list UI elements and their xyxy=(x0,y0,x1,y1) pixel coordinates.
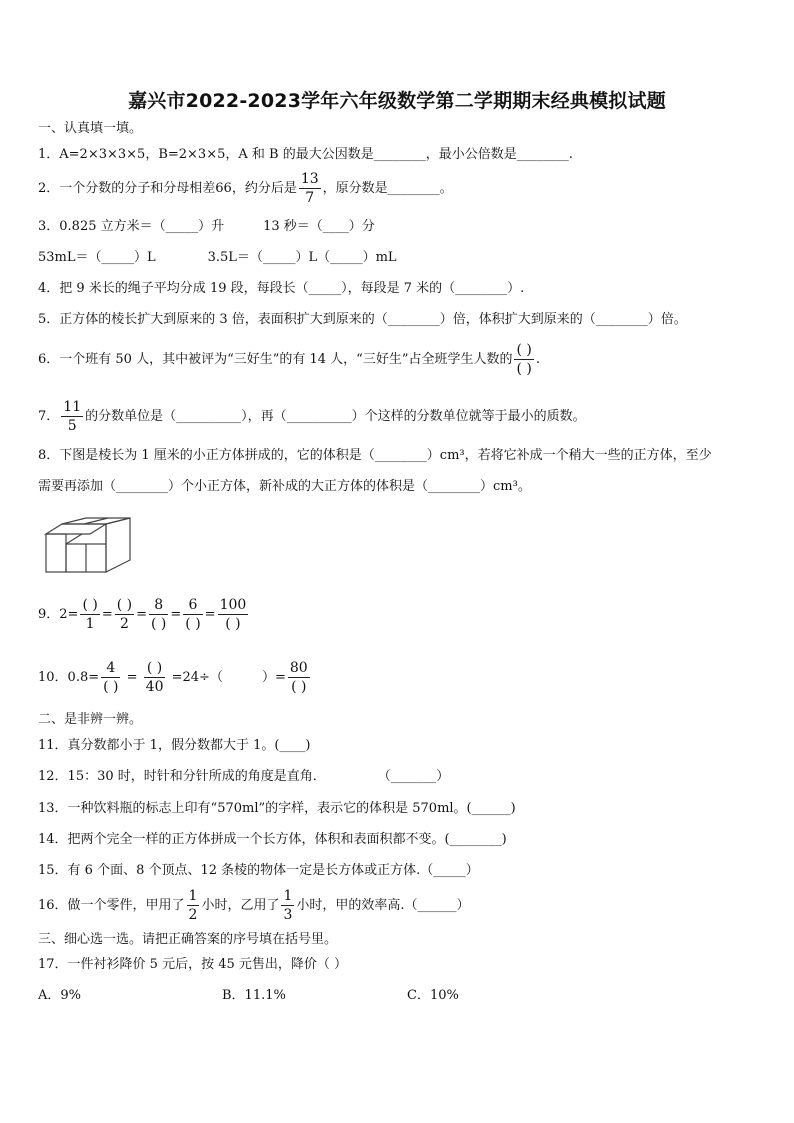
question-2-tail: ，原分数是________。 xyxy=(322,181,453,196)
equals-sign: = xyxy=(204,607,216,622)
denominator: 1 xyxy=(85,616,95,632)
denominator: 2 xyxy=(188,907,198,923)
question-3-line-2: 53mL＝（_____）L 3.5L＝（_____）L（_____）mL xyxy=(38,250,397,265)
numerator: 100 xyxy=(219,597,247,613)
option-a: A．9% xyxy=(38,988,82,1003)
question-17-options xyxy=(38,987,738,1005)
question-7-number: 7． xyxy=(38,409,60,424)
numerator: 4 xyxy=(101,661,120,678)
question-11: 11．真分数都小于 1，假分数都大于 1。(____) xyxy=(38,738,311,753)
section-heading-3: 三、细心选一选。请把正确答案的序号填在括号里。 xyxy=(38,932,338,947)
denominator: ( ) xyxy=(185,616,201,632)
section-heading-1: 一、认真填一填。 xyxy=(38,121,143,136)
fraction xyxy=(61,400,83,433)
question-17: 17．一件衬衫降价 5 元后，按 45 元售出，降价（ ） xyxy=(38,957,348,972)
fraction xyxy=(281,889,294,922)
equals-sign: = xyxy=(101,607,113,622)
question-6-tail: . xyxy=(535,352,540,367)
denominator: 5 xyxy=(67,418,77,434)
question-7-text: 的分数单位是（__________），再（__________）个这样的分数单位就等于最小的质数。 xyxy=(85,409,586,424)
question-2 xyxy=(38,172,453,205)
fraction xyxy=(218,598,249,631)
numerator: 1 xyxy=(283,888,293,904)
cube-figure xyxy=(44,514,134,578)
denominator: ( ) xyxy=(151,616,167,632)
question-8-line-2: 需要再添加（________）个小正方体，新补成的大正方体的体积是（________）cm³。 xyxy=(38,479,531,494)
question-12: 12．15：30 时，时针和分针所成的角度是直角． （_______） xyxy=(38,769,450,784)
fraction xyxy=(101,661,120,694)
question-3-line-1: 3．0.825 立方米＝（_____）升 13 秒＝（____）分 xyxy=(38,219,375,234)
numerator: 11 xyxy=(63,399,82,415)
question-1: 1．A=2×3×3×5，B=2×3×5，A 和 B 的最大公因数是________，最小公倍数是________. xyxy=(38,147,573,162)
equals-sign: = xyxy=(170,607,182,622)
fraction xyxy=(80,598,99,631)
question-9-text: 9．2= xyxy=(38,607,79,622)
question-14: 14．把两个完全一样的正方体拼成一个长方体，体积和表面积都不变。(________) xyxy=(38,832,507,847)
fraction xyxy=(183,598,202,631)
denominator: 3 xyxy=(283,907,293,923)
question-5: 5．正方体的棱长扩大到原来的 3 倍，表面积扩大到原来的（________）倍，体积扩大到原来的（________）倍。 xyxy=(38,312,687,327)
question-10-middle: =24÷（ ）= xyxy=(167,670,286,685)
question-8-line-1: 8．下图是棱长为 1 厘米的小正方体拼成的，它的体积是（________）cm³，若将它补成一个稍大一些的正方体，至少 xyxy=(38,448,712,463)
numerator: 8 xyxy=(149,598,168,615)
question-16-middle: 小时，乙用了 xyxy=(201,898,280,913)
denominator: 40 xyxy=(145,679,164,695)
numerator: ( ) xyxy=(516,342,532,358)
question-6-text: 6．一个班有 50 人，其中被评为“三好生”的有 14 人，“三好生”占全班学生人数的 xyxy=(38,352,513,367)
cube-top-front xyxy=(46,524,106,534)
fraction xyxy=(288,661,310,694)
cube-edge xyxy=(66,534,82,544)
numerator: ( ) xyxy=(116,597,133,613)
question-15: 15．有 6 个面、8 个顶点、12 条棱的物体一定是长方体或正方体.（_____） xyxy=(38,863,479,878)
page-title: 嘉兴市2022-2023学年六年级数学第二学期期末经典模拟试题 xyxy=(128,90,666,112)
question-13: 13．一种饮料瓶的标志上印有“570ml”的字样，表示它的体积是 570ml。(______) xyxy=(38,801,516,816)
numerator: 13 xyxy=(300,171,319,187)
numerator: ( ) xyxy=(82,597,98,613)
numerator: 80 xyxy=(289,660,308,676)
numerator: ( ) xyxy=(144,661,166,678)
question-6 xyxy=(38,343,540,376)
fraction xyxy=(514,343,533,376)
question-7 xyxy=(38,400,586,433)
fraction xyxy=(187,889,200,922)
section-heading-2: 二、是非辨一辨。 xyxy=(38,712,143,727)
question-16 xyxy=(38,889,470,922)
fraction xyxy=(299,172,321,205)
question-10-text: 10．0.8= xyxy=(38,670,100,685)
equals-sign: = xyxy=(136,607,147,622)
denominator: ( ) xyxy=(103,679,119,695)
cube-right-face xyxy=(106,518,130,572)
numerator: 6 xyxy=(183,598,202,615)
numerator: 1 xyxy=(188,888,198,904)
question-10 xyxy=(38,661,312,694)
question-16-text: 16．做一个零件，甲用了 xyxy=(38,898,185,913)
fraction xyxy=(115,598,134,631)
cube-front-left xyxy=(46,534,66,572)
question-4: 4．把 9 米长的绳子平均分成 19 段，每段长（_____），每段是 7 米的（________）. xyxy=(38,281,525,296)
question-9 xyxy=(38,598,250,631)
denominator: ( ) xyxy=(225,616,241,632)
denominator: ( ) xyxy=(516,361,532,377)
option-c: C．10% xyxy=(407,988,459,1003)
option-b: B．11.1% xyxy=(222,988,286,1003)
question-2-text: 2．一个分数的分子和分母相差66，约分后是 xyxy=(38,181,297,196)
denominator: ( ) xyxy=(291,679,307,695)
fraction xyxy=(144,661,166,694)
denominator: 2 xyxy=(119,616,129,632)
equals-sign: = xyxy=(122,670,142,685)
fraction xyxy=(149,598,168,631)
cube-top-edge xyxy=(84,518,108,524)
question-16-tail: 小时，甲的效率高.（______） xyxy=(296,898,470,913)
denominator: 7 xyxy=(305,190,315,206)
